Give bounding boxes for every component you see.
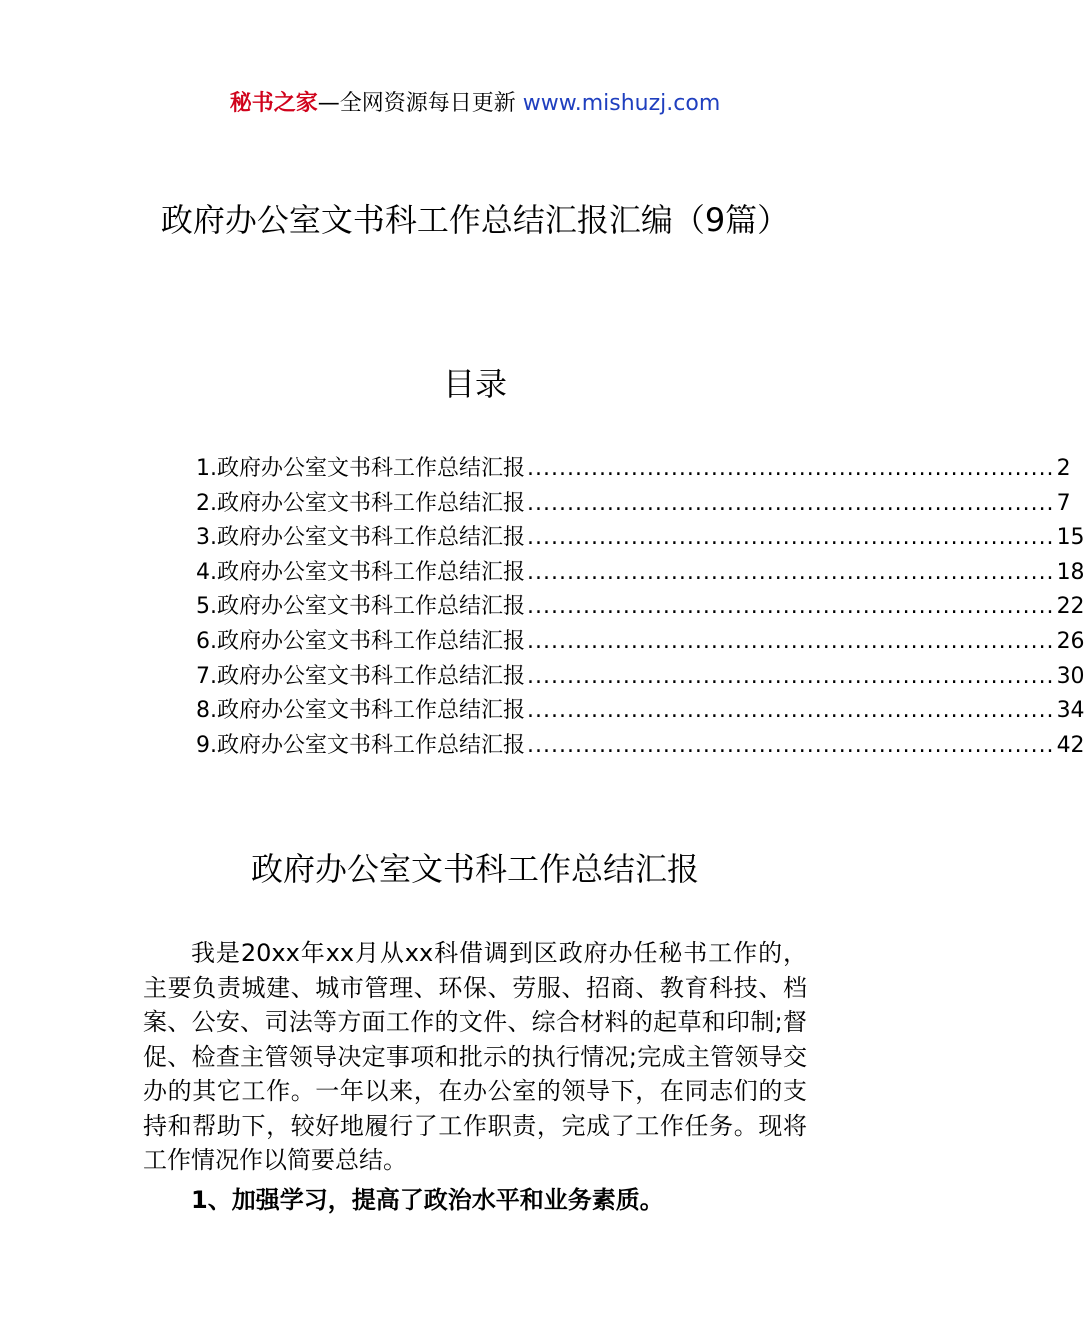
- toc-entry-label: 2.政府办公室文书科工作总结汇报: [196, 490, 525, 516]
- toc-entry-page: 42: [1056, 732, 1085, 758]
- toc-leader-dots: ..................................................................: [527, 525, 1055, 551]
- toc-entry-page: 22: [1056, 594, 1085, 620]
- toc-leader-dots: ..................................................................: [527, 663, 1055, 689]
- toc-entry[interactable]: [196, 625, 1085, 660]
- site-tagline: —全网资源每日更新: [317, 91, 523, 116]
- toc-entry-label: 8.政府办公室文书科工作总结汇报: [196, 698, 525, 724]
- toc-leader-dots: ..................................................................: [527, 628, 1055, 654]
- toc-entry-page: 18: [1056, 559, 1085, 585]
- site-url[interactable]: www.mishuzj.com: [522, 91, 721, 116]
- toc-entry-label: 6.政府办公室文书科工作总结汇报: [196, 628, 525, 654]
- section-title: 政府办公室文书科工作总结汇报: [250, 850, 699, 888]
- brand-name: 秘书之家: [229, 91, 318, 116]
- body-subheading: 1、加强学习，提高了政治水平和业务素质。: [191, 1186, 664, 1214]
- toc-entry[interactable]: [196, 694, 1085, 729]
- toc-entry[interactable]: [196, 729, 1085, 764]
- toc-entry-page: 26: [1056, 628, 1085, 654]
- toc-entry[interactable]: [196, 452, 1071, 487]
- toc-leader-dots: ..................................................................: [527, 594, 1055, 620]
- toc-entry-page: 2: [1056, 456, 1071, 481]
- toc-entry-page: 15: [1056, 525, 1085, 551]
- toc-leader-dots: ..................................................................: [527, 490, 1055, 516]
- toc-entry[interactable]: [196, 590, 1085, 625]
- site-header: [0, 88, 950, 120]
- toc-entry-label: 4.政府办公室文书科工作总结汇报: [196, 559, 525, 585]
- table-of-contents: [196, 452, 1085, 763]
- toc-entry-label: 3.政府办公室文书科工作总结汇报: [196, 525, 525, 551]
- toc-entry[interactable]: [196, 487, 1071, 522]
- toc-entry-label: 7.政府办公室文书科工作总结汇报: [196, 663, 525, 689]
- toc-leader-dots: ..................................................................: [527, 698, 1055, 724]
- toc-entry-label: 5.政府办公室文书科工作总结汇报: [196, 594, 525, 620]
- document-title: 政府办公室文书科工作总结汇报汇编（9篇）: [160, 201, 790, 239]
- toc-entry-label: 9.政府办公室文书科工作总结汇报: [196, 732, 525, 758]
- toc-entry-page: 7: [1056, 490, 1071, 516]
- toc-leader-dots: ..................................................................: [527, 559, 1055, 585]
- toc-entry-page: 34: [1056, 698, 1085, 724]
- body-paragraph: 我是20xx年xx月从xx科借调到区政府办任秘书工作的，主要负责城建、城市管理、环保、劳服、招商、教育科技、档案、公安、司法等方面工作的文件、综合材料的起草和印制;督促、检查主管领导决定事项和批示的执行情况;完成主管领导交办的其它工作。一年以来，在办公室的领导下，在同志们的支持和帮助下，较好地履行了工作职责，完成了工作任务。现将工作情况作以简要总结。: [143, 939, 807, 1174]
- toc-entry[interactable]: [196, 521, 1085, 556]
- toc-entry[interactable]: [196, 556, 1085, 591]
- toc-entry-label: 1.政府办公室文书科工作总结汇报: [196, 456, 525, 481]
- toc-entry[interactable]: [196, 660, 1085, 695]
- toc-leader-dots: ..................................................................: [527, 732, 1055, 758]
- toc-leader-dots: ..................................................................: [527, 456, 1055, 481]
- toc-entry-page: 30: [1056, 663, 1085, 689]
- toc-heading: 目录: [442, 365, 507, 403]
